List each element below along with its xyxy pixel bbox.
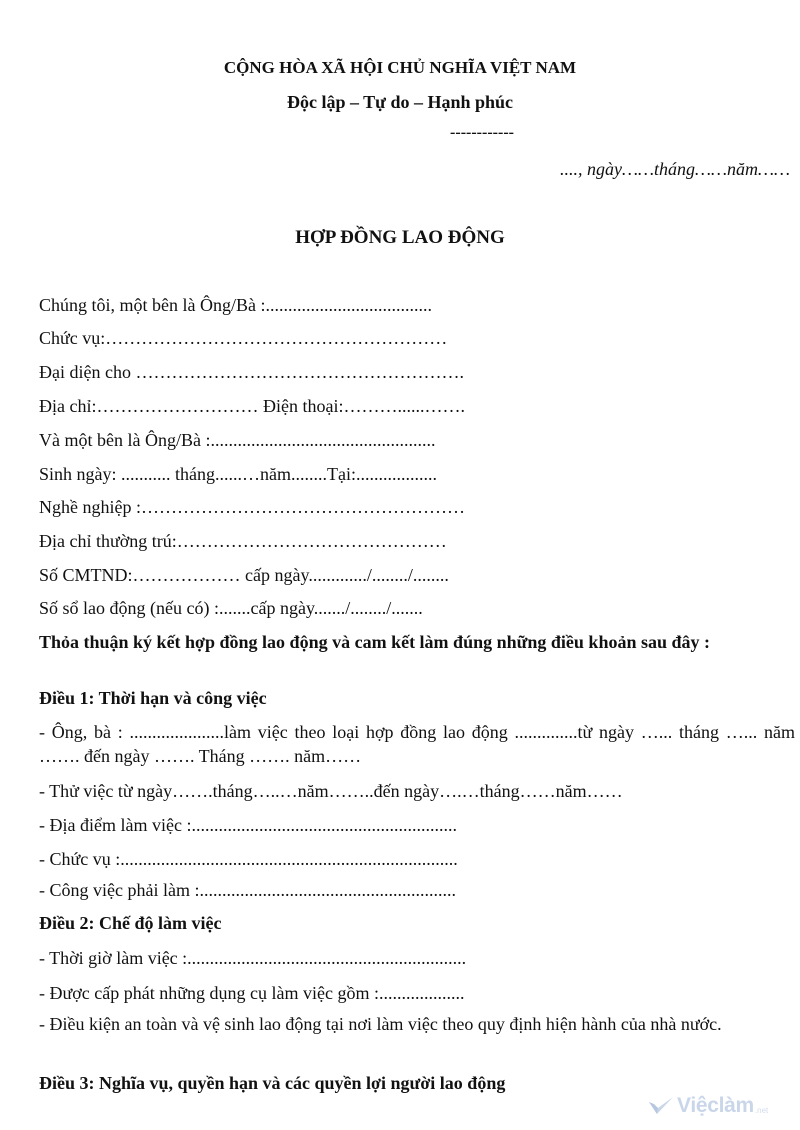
watermark-brand: Việclàm xyxy=(677,1094,754,1117)
agreement-statement: Thỏa thuận ký kết hợp đồng lao động và cam kết làm đúng những điều khoản sau đây : xyxy=(39,632,710,652)
article-1-probation: - Thử việc từ ngày…….tháng…..…năm……..đến ngày….…tháng……năm…… xyxy=(39,781,623,801)
article-1-heading: Điều 1: Thời hạn và công việc xyxy=(39,688,267,708)
article-1-duties: - Công việc phải làm :......................................................... xyxy=(39,880,456,900)
country-heading: CỘNG HÒA XÃ HỘI CHỦ NGHĨA VIỆT NAM xyxy=(223,58,577,77)
date-line: ...., ngày……tháng……năm…… xyxy=(559,159,790,179)
article-2-tools: - Được cấp phát những dụng cụ làm việc gồm :................... xyxy=(39,983,465,1003)
permanent-address-field: Địa chỉ thường trú:……………………………………… xyxy=(39,531,447,551)
article-1-workplace: - Địa điểm làm việc :........................................................... xyxy=(39,815,457,835)
article-2-safety: - Điều kiện an toàn và vệ sinh lao động tại nơi làm việc theo quy định hiện hành của nhà nước. xyxy=(39,1014,722,1034)
id-card-field: Số CMTND:……………… cấp ngày............./......../........ xyxy=(39,565,449,585)
vieclam-watermark xyxy=(648,1092,768,1120)
checkmark-logo-icon xyxy=(648,1095,674,1117)
article-1-contract-term: - Ông, bà : .....................làm việc theo loại hợp đồng lao động ..............từ ngày …... tháng …... năm ……. đến ngày ……. Tháng ……. năm…… xyxy=(39,722,795,766)
representative-field: Đại diện cho ………………………………………………. xyxy=(39,362,464,382)
address-phone-field: Địa chỉ:……………………… Điện thoại:………......……. xyxy=(39,396,465,416)
motto: Độc lập – Tự do – Hạnh phúc xyxy=(286,92,514,112)
employee-name-field: Và một bên là Ông/Bà :.................................................. xyxy=(39,430,436,450)
document-title: HỢP ĐỒNG LAO ĐỘNG xyxy=(295,227,505,248)
labor-book-field: Số sổ lao động (nếu có) :.......cấp ngày......./......../....... xyxy=(39,598,423,618)
article-3-heading: Điều 3: Nghĩa vụ, quyền hạn và các quyền lợi người lao động xyxy=(39,1073,506,1093)
article-1-position: - Chức vụ :........................................................................... xyxy=(39,849,458,869)
occupation-field: Nghề nghiệp :……………………………………………… xyxy=(39,497,465,517)
article-2-heading: Điều 2: Chế độ làm việc xyxy=(39,913,222,933)
watermark-suffix: .net xyxy=(754,1106,769,1115)
birth-date-field: Sinh ngày: ........... tháng......…năm........Tại:.................. xyxy=(39,464,437,484)
employer-name-field: Chúng tôi, một bên là Ông/Bà :..................................... xyxy=(39,295,432,315)
article-2-working-hours: - Thời giờ làm việc :.............................................................. xyxy=(39,948,467,968)
position-field: Chức vụ:………………………………………………… xyxy=(39,328,448,348)
header-rule: ------------ xyxy=(450,124,514,141)
